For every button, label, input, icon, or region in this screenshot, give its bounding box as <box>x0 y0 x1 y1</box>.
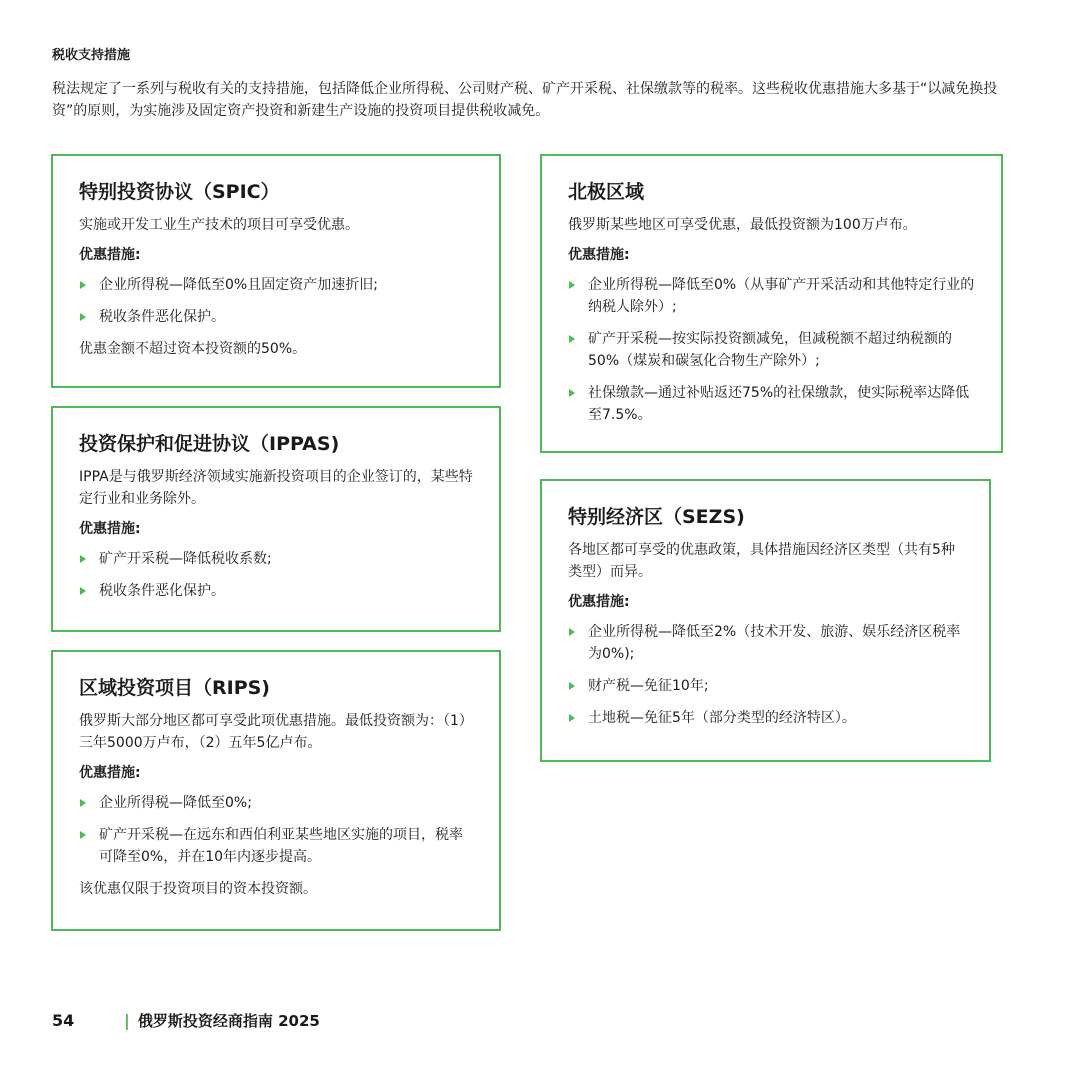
arrow-bullet-icon <box>569 281 575 289</box>
list-item: 土地税—免征5年（部分类型的经济特区）。 <box>568 707 963 729</box>
measures-list <box>79 548 473 602</box>
measures-label: 优惠措施: <box>79 765 141 781</box>
measures-list <box>79 274 473 328</box>
list-item: 企业所得税—降低至0%（从事矿产开采活动和其他特定行业的纳税人除外）; <box>568 274 975 318</box>
card-title: 特别投资协议（SPIC） <box>79 181 280 203</box>
arrow-bullet-icon <box>80 313 86 321</box>
arrow-bullet-icon <box>569 682 575 690</box>
list-item: 税收条件恶化保护。 <box>79 580 473 602</box>
arrow-bullet-icon <box>80 555 86 563</box>
measures-list <box>568 274 975 426</box>
intro-section <box>52 44 1012 122</box>
section-heading: 税收支持措施 <box>52 48 131 63</box>
list-item: 企业所得税—降低至2%（技术开发、旅游、娱乐经济区税率为0%); <box>568 621 963 665</box>
page-number: 54 <box>52 1011 75 1030</box>
card-title: 北极区域 <box>568 181 645 203</box>
card-title: 区域投资项目（RIPS) <box>79 677 270 699</box>
arrow-bullet-icon <box>569 389 575 397</box>
card-ippas <box>51 406 501 632</box>
arrow-bullet-icon <box>80 799 86 807</box>
card-description: IPPA是与俄罗斯经济领域实施新投资项目的企业签订的，某些特定行业和业务除外。 <box>79 469 473 507</box>
list-item: 社保缴款—通过补贴返还75%的社保缴款，使实际税率达降低至7.5%。 <box>568 382 975 426</box>
card-arctic <box>540 154 1003 453</box>
card-rips <box>51 650 501 931</box>
measures-list <box>568 621 963 729</box>
card-description: 实施或开发工业生产技术的项目可享受优惠。 <box>79 217 359 233</box>
arrow-bullet-icon <box>569 335 575 343</box>
card-title: 投资保护和促进协议（IPPAS) <box>79 433 340 455</box>
card-sezs <box>540 479 991 762</box>
list-item: 矿产开采税—在远东和西伯利亚某些地区实施的项目，税率可降至0%，并在10年内逐步提高。 <box>79 824 473 868</box>
card-spic <box>51 154 501 388</box>
card-note: 该优惠仅限于投资项目的资本投资额。 <box>79 881 317 897</box>
publication-title: 俄罗斯投资经商指南 2025 <box>137 1012 320 1030</box>
list-item: 企业所得税—降低至0%且固定资产加速折旧; <box>79 274 473 296</box>
arrow-bullet-icon <box>80 831 86 839</box>
list-item: 矿产开采税—按实际投资额减免，但减税额不超过纳税额的50%（煤炭和碳氢化合物生产除外）; <box>568 328 975 372</box>
card-description: 各地区都可享受的优惠政策，具体措施因经济区类型（共有5种类型）而异。 <box>568 542 955 580</box>
arrow-bullet-icon <box>80 281 86 289</box>
measures-list <box>79 792 473 868</box>
left-column <box>51 154 501 949</box>
card-note: 优惠金额不超过资本投资额的50%。 <box>79 341 307 357</box>
measures-label: 优惠措施: <box>568 594 630 610</box>
list-item: 企业所得税—降低至0%; <box>79 792 473 814</box>
arrow-bullet-icon <box>80 587 86 595</box>
measures-label: 优惠措施: <box>568 247 630 263</box>
card-description: 俄罗斯某些地区可享受优惠，最低投资额为100万卢布。 <box>568 217 917 233</box>
card-description: 俄罗斯大部分地区都可享受此项优惠措施。最低投资额为：（1）三年5000万卢布，（2）五年5亿卢布。 <box>79 713 473 751</box>
footer-separator: | <box>124 1011 130 1030</box>
arrow-bullet-icon <box>569 714 575 722</box>
measures-label: 优惠措施: <box>79 521 141 537</box>
list-item: 税收条件恶化保护。 <box>79 306 473 328</box>
card-title: 特别经济区（SEZS) <box>568 506 745 528</box>
page-footer <box>52 1010 320 1031</box>
list-item: 矿产开采税—降低税收系数; <box>79 548 473 570</box>
list-item: 财产税—免征10年; <box>568 675 963 697</box>
intro-paragraph: 税法规定了一系列与税收有关的支持措施，包括降低企业所得税、公司财产税、矿产开采税、社保缴款等的税率。这些税收优惠措施大多基于“以减免换投资”的原则，为实施涉及固定资产投资和新建生产设施的投资项目提供税收减免。 <box>52 81 998 119</box>
arrow-bullet-icon <box>569 628 575 636</box>
right-column <box>540 154 1003 780</box>
measures-label: 优惠措施: <box>79 247 141 263</box>
